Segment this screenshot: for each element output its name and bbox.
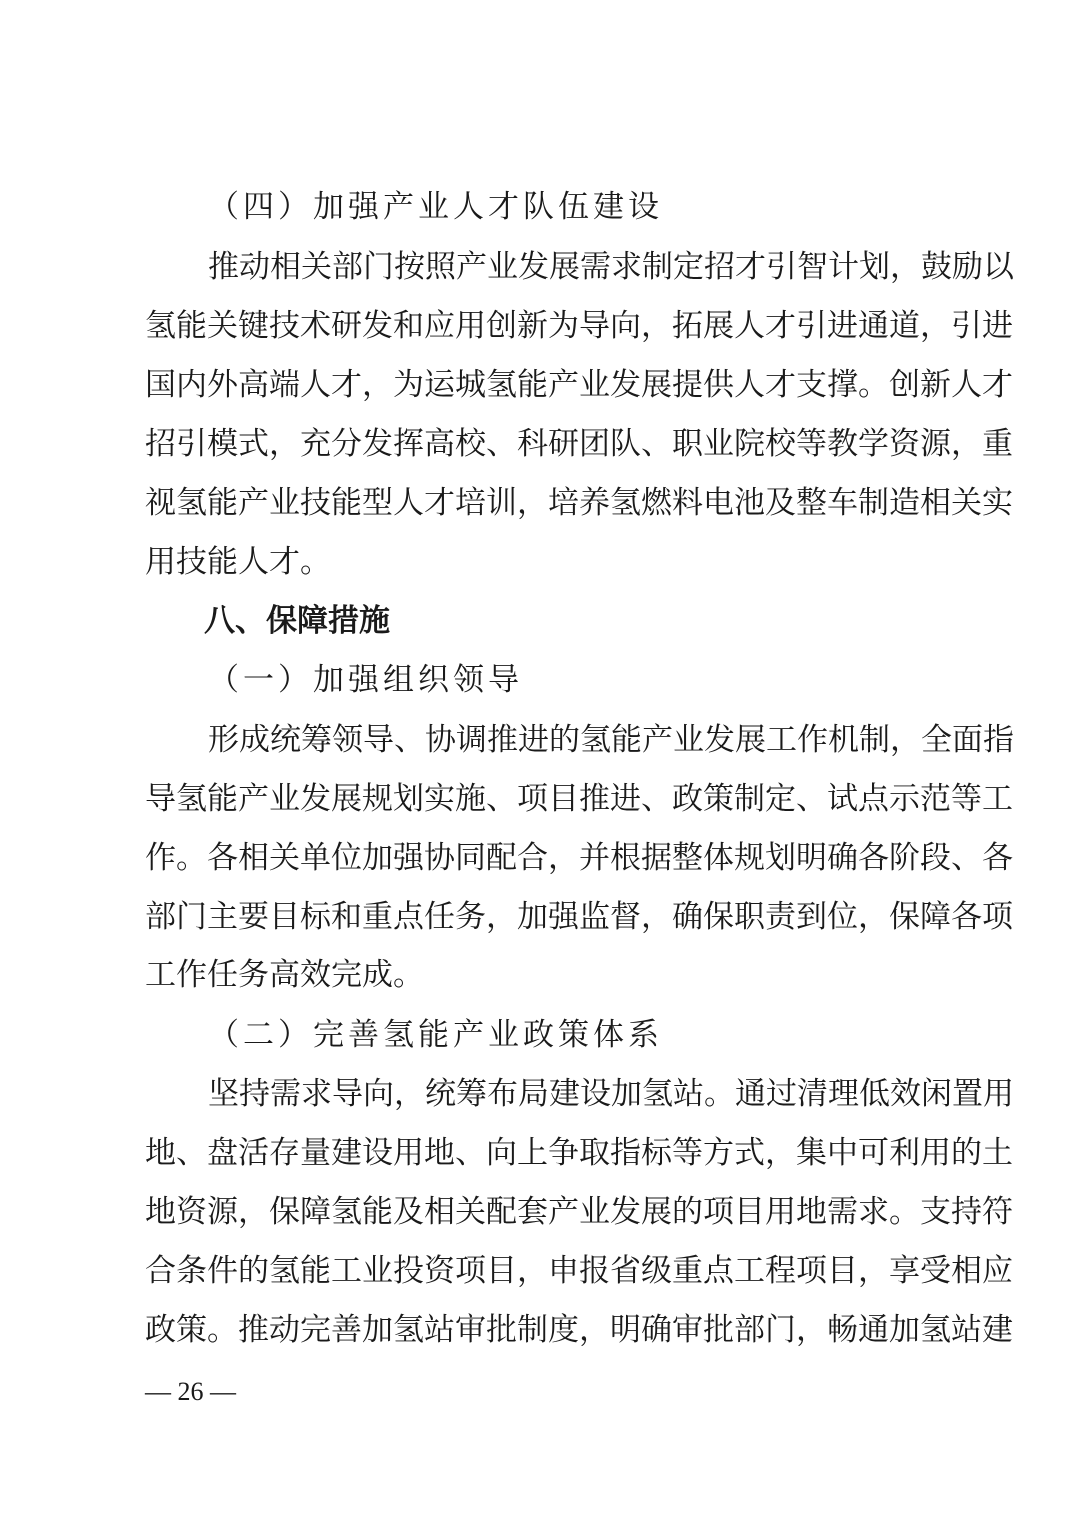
chapter-8-heading: 八、保障措施 (204, 603, 390, 639)
paragraph-line: 导氢能产业发展规划实施、项目推进、政策制定、试点示范等工 (145, 781, 1013, 817)
paragraph-line: 形成统筹领导、协调推进的氢能产业发展工作机制，全面指 (208, 722, 1014, 758)
paragraph-line: 国内外高端人才，为运城氢能产业发展提供人才支撑。创新人才 (145, 367, 1013, 403)
section-1-heading: （一）加强组织领导 (208, 662, 523, 698)
page-number: — 26 — (145, 1377, 236, 1406)
paragraph-line: 工作任务高效完成。 (145, 957, 424, 993)
paragraph-line: 坚持需求导向，统筹布局建设加氢站。通过清理低效闲置用 (208, 1076, 1014, 1112)
paragraph-line: 招引模式，充分发挥高校、科研团队、职业院校等教学资源，重 (145, 426, 1013, 462)
paragraph-line: 合条件的氢能工业投资项目，申报省级重点工程项目，享受相应 (145, 1253, 1013, 1289)
paragraph-line: 作。各相关单位加强协同配合，并根据整体规划明确各阶段、各 (145, 840, 1013, 876)
paragraph-line: 用技能人才。 (145, 544, 331, 580)
paragraph-line: 政策。推动完善加氢站审批制度，明确审批部门，畅通加氢站建 (145, 1312, 1013, 1348)
paragraph-line: 推动相关部门按照产业发展需求制定招才引智计划，鼓励以 (208, 249, 1014, 285)
paragraph-line: 氢能关键技术研发和应用创新为导向，拓展人才引进通道，引进 (145, 308, 1013, 344)
paragraph-line: 地、盘活存量建设用地、向上争取指标等方式，集中可利用的土 (145, 1135, 1013, 1171)
paragraph-line: 部门主要目标和重点任务，加强监督，确保职责到位，保障各项 (145, 899, 1013, 935)
section-4-heading: （四）加强产业人才队伍建设 (208, 189, 663, 225)
paragraph-line: 地资源，保障氢能及相关配套产业发展的项目用地需求。支持符 (145, 1194, 1013, 1230)
paragraph-line: 视氢能产业技能型人才培训，培养氢燃料电池及整车制造相关实 (145, 485, 1013, 521)
section-2-heading: （二）完善氢能产业政策体系 (208, 1017, 663, 1053)
